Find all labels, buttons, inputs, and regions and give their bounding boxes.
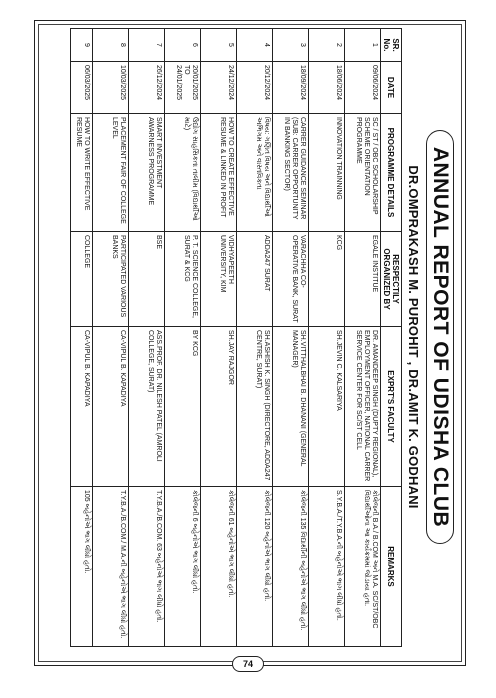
page-number: 74 <box>232 656 264 672</box>
date-cell: 10/03/2025 <box>93 62 129 114</box>
remarks-cell: S.Y.B.A./T.Y.B.A.ની બહેનોએ ભાગ લીધો હતો. <box>309 487 345 647</box>
table-row <box>129 29 165 647</box>
sr-cell: 9 <box>71 29 93 62</box>
organized-cell: COLLEGE <box>71 232 93 327</box>
sr-cell: 5 <box>201 29 237 62</box>
sr-cell: 3 <box>273 29 309 62</box>
organized-cell: VIDHYAPEETH UNIVERSITY, KIM <box>201 232 237 327</box>
programme-cell: PLACEMENT FAIR OF COLLEGE LEVEL <box>93 114 129 232</box>
sr-cell: 2 <box>309 29 345 62</box>
table-row <box>273 29 309 647</box>
programme-cell: HOW TO WRITE EFFECTIVE RESUME <box>71 114 93 232</box>
faculty-cell: DR. AMANDEEP SINGH (DUPTY REGIONAL), EMPLOYMENT OFFICER, NATIONAL CARRER SERVICE CENTER FOR SC/ST CELL <box>345 327 381 487</box>
programme-cell: HOW TO CREATE EFFECTIVE RESUME & LINKED IN PROFIT <box>201 114 237 232</box>
faculty-cell: CA-VIPUL B. KAPADIYA <box>71 327 93 487</box>
programme-cell: INNOVATION TRAINNING <box>309 114 345 232</box>
col-header: EXPRT'S FACULTY <box>381 327 402 487</box>
remarks-cell: કોલેજની 6 બહેનોએ ભાગ લીધો હતો. <box>165 487 201 647</box>
date-cell: 18/09/2024 <box>273 62 309 114</box>
sr-cell: 6 <box>165 29 201 62</box>
date-cell: 26/12/2024 <box>129 62 165 114</box>
sr-cell: 8 <box>93 29 129 62</box>
sr-cell: 4 <box>237 29 273 62</box>
organized-cell: P. T. SCIENCE COLLEGE, SURAT & KCG <box>165 232 201 327</box>
table-row <box>345 29 381 647</box>
faculty-cell: SH.VITTHALBHAI B. DHANANI (GENERAL MANAGER) <box>273 327 309 487</box>
programme-cell: વિષય: ગણિત વિષય અને વિદ્યાર્થીઓ અભિગમ અને વાસ્તવિકતા <box>237 114 273 232</box>
organized-cell: EGALE INSTITUE <box>345 232 381 327</box>
table-row <box>201 29 237 647</box>
sr-cell: 7 <box>129 29 165 62</box>
col-header: RESPECTILY ORGANIZED BY <box>381 232 402 327</box>
organized-cell: VARACHHA CO-OPERATIVE BANK, SURAT <box>273 232 309 327</box>
title-wrap <box>426 24 454 650</box>
table-row <box>165 29 201 647</box>
col-header: PROGRAMME DETAILS <box>381 114 402 232</box>
remarks-cell: કોલેજની B.A./ B.COM અને M.A. SC/ST/OBC વિદ્યાર્થીઓના આ કાર્યક્રમમાં જોડાયા હતા. <box>345 487 381 647</box>
remarks-cell: કોલેજની 120 બહેનોએ ભાગ લીધો હતો. <box>237 487 273 647</box>
date-cell: 24/12/2024 <box>201 62 237 114</box>
date-cell: 09/06/2024 <box>345 62 381 114</box>
programme-cell: ઉદ્યોગ સાહસિકતા તાલીમ (વિદ્યાર્થીઓ માટે) <box>165 114 201 232</box>
faculty-cell: SH.JEVIN C. KALSARIYA <box>309 327 345 487</box>
programme-table <box>70 28 402 647</box>
date-cell: 20/01/2025 TO 24/01/2025 <box>165 62 201 114</box>
faculty-cell: CA-VIPUL B. KAPADIYA <box>93 327 129 487</box>
remarks-cell: T.Y.B.A./B.COM. 63 બહેનોએ ભાગ લીધો હતો. <box>129 487 165 647</box>
report-subtitle: DR.OMPRAKASH M. PUROHIT , DR.AMIT K. GODHANI <box>406 165 421 509</box>
col-header: SR. No. <box>381 29 402 62</box>
date-cell: 06/03/2025 <box>71 62 93 114</box>
table-row <box>93 29 129 647</box>
table-row <box>71 29 93 647</box>
col-header: DATE <box>381 62 402 114</box>
remarks-cell: કોલેજની 61 બહેનોએ ભાગ લીધો હતો. <box>201 487 237 647</box>
sr-cell: 1 <box>345 29 381 62</box>
rotated-report <box>38 24 462 650</box>
faculty-cell: SH.ASHISH K. SINGH (DIRECTORE, ADDA247 CENTRE, SURAT) <box>237 327 273 487</box>
organized-cell: ADDA247 SURAT <box>237 232 273 327</box>
table-row <box>237 29 273 647</box>
faculty-cell: SH.JAY RAJGOR <box>201 327 237 487</box>
col-header: REMARKS <box>381 487 402 647</box>
faculty-cell: ASS.PROF. DR. NILESH PATEL (AMROLI COLLEGE, SURAT) <box>129 327 165 487</box>
programme-cell: SC / ST / OBC SCHOLARSHIP SCHEME ORIENTATION PROGRAMME <box>345 114 381 232</box>
table-row <box>309 29 345 647</box>
faculty-cell: BY KCG <box>165 327 201 487</box>
report-title: ANNUAL REPORT OF UDISHA CLUB <box>426 130 454 544</box>
table-header-row <box>381 29 402 647</box>
organized-cell: KCG <box>309 232 345 327</box>
programme-cell: SMART INVESTMENT AWARNESS PROGRAMME <box>129 114 165 232</box>
date-cell: 18/06/2024 <box>309 62 345 114</box>
organized-cell: BSE <box>129 232 165 327</box>
programme-cell: CARRER GUIDANCE SEMINAR (SUB: CARRER OPPORTUNITY IN BANKING SECTOR) <box>273 114 309 232</box>
organized-cell: PARTICIPATED VARIOUS BANKS <box>93 232 129 327</box>
date-cell: 20/12/2024 <box>237 62 273 114</box>
remarks-cell: કોલેજની 135 વિદ્યાર્થીની બહેનોએ ભાગ લીધો હતો. <box>273 487 309 647</box>
remarks-cell: 105 બહેનોએ ભાગ લીધો હતો. <box>71 487 93 647</box>
remarks-cell: T.Y.B.A./B.COM./ M.A.ની બહેનોએ ભાગ લીધો હતો. <box>93 487 129 647</box>
